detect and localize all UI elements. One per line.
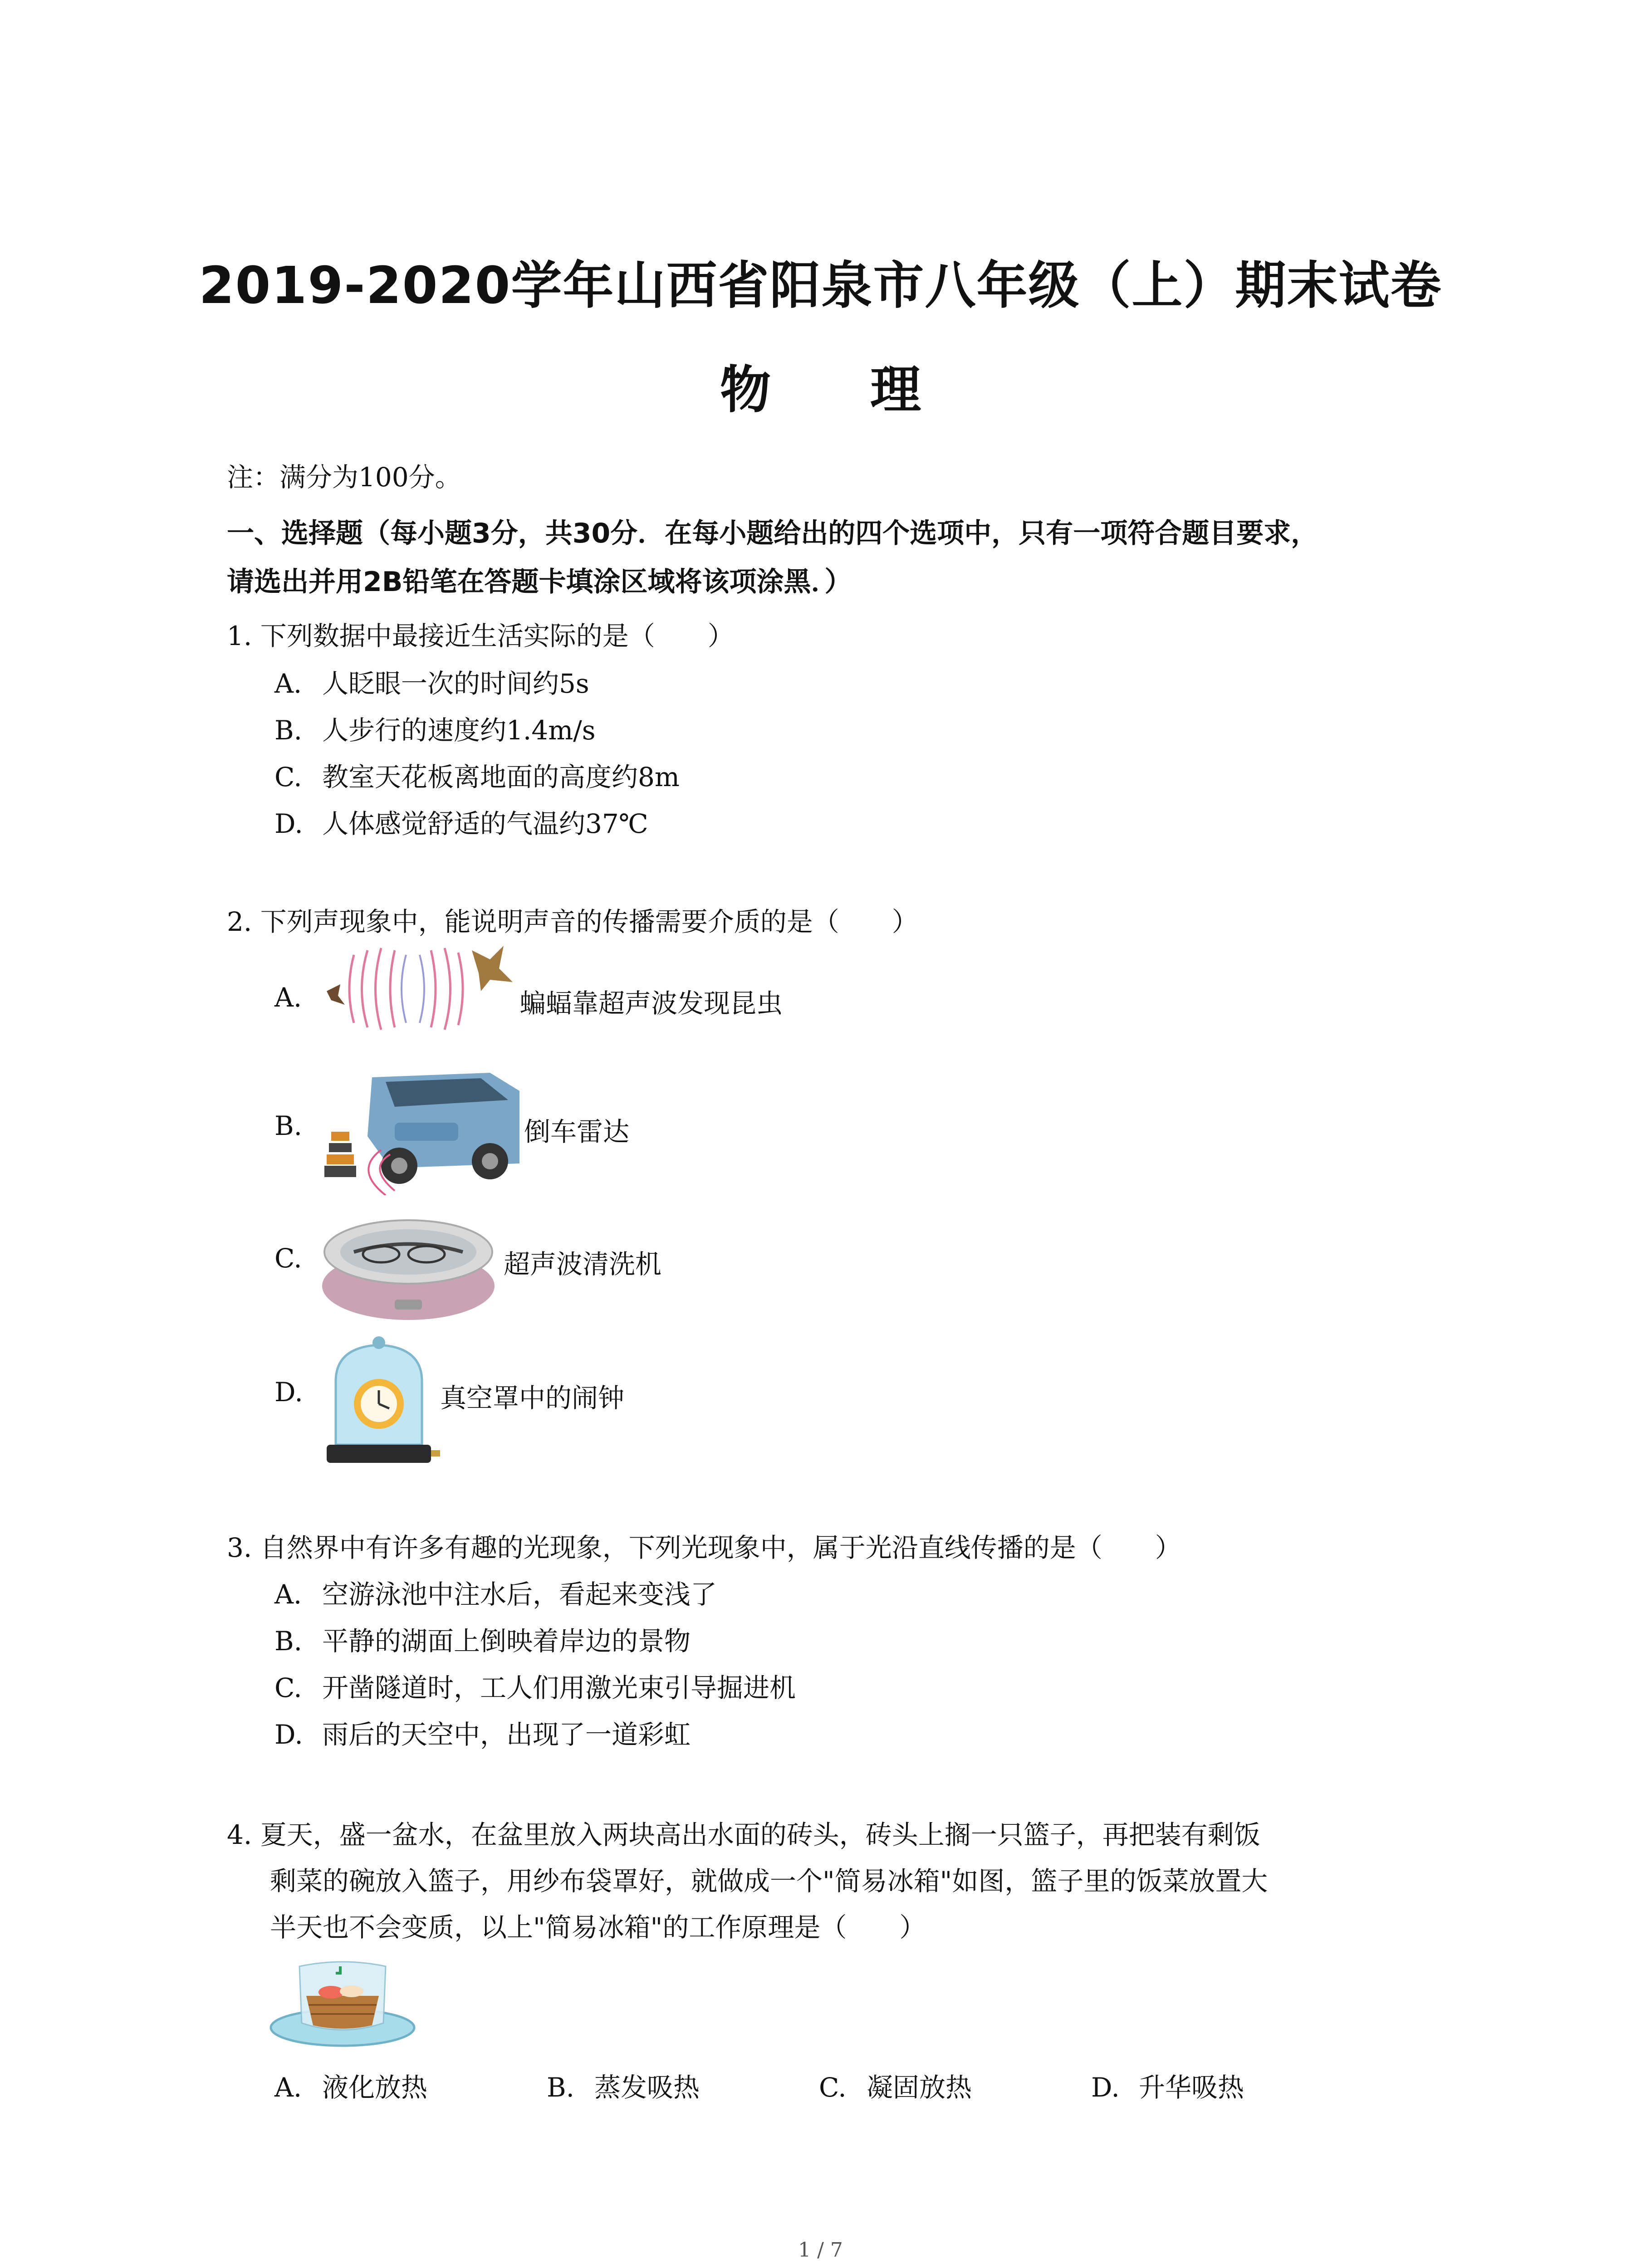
option-text: 空游泳池中注水后，看起来变浅了	[322, 1579, 717, 1610]
q4-option-b[interactable]	[547, 2066, 700, 2104]
q2-option-a-letter[interactable]: A.	[274, 982, 302, 1013]
option-letter: A.	[274, 2072, 302, 2103]
option-text: 平静的湖面上倒映着岸边的景物	[322, 1626, 691, 1657]
page-number: 1 / 7	[798, 2239, 843, 2262]
q1-option-a[interactable]	[274, 662, 589, 700]
question-4-stem-line1: 4. 夏天，盛一盆水，在盆里放入两块高出水面的砖头，砖头上搁一只篮子，再把装有剩饭	[227, 1819, 1260, 1850]
question-4-stem-line2: 剩菜的碗放入篮子，用纱布袋罩好，就做成一个"简易冰箱"如图，篮子里的饭菜放置大	[270, 1866, 1268, 1897]
q3-option-d[interactable]	[274, 1713, 691, 1751]
q3-option-a[interactable]	[274, 1573, 717, 1611]
q1-option-b[interactable]	[274, 709, 596, 747]
q4-option-a[interactable]	[274, 2066, 427, 2104]
q3-option-c[interactable]	[274, 1667, 796, 1705]
q4-option-d[interactable]	[1091, 2066, 1244, 2104]
option-letter: D.	[274, 808, 303, 839]
option-letter: A.	[274, 668, 302, 699]
q1-option-d[interactable]	[274, 802, 648, 841]
option-letter: B.	[547, 2072, 575, 2103]
simple-fridge-image	[268, 1960, 417, 2050]
score-note: 注：满分为100分。	[227, 462, 461, 493]
option-letter: C.	[274, 762, 302, 792]
question-1-stem: 1. 下列数据中最接近生活实际的是（ ）	[227, 621, 734, 651]
q2-option-c-text[interactable]: 超声波清洗机	[504, 1249, 662, 1280]
option-text: 升华吸热	[1139, 2072, 1244, 2103]
option-letter: C.	[819, 2072, 847, 2103]
q1-option-c[interactable]	[274, 756, 680, 794]
option-letter: A.	[274, 1579, 302, 1610]
q2-option-b-letter[interactable]: B.	[274, 1110, 303, 1141]
bell-jar-clock-image	[318, 1331, 440, 1472]
exam-title: 2019-2020学年山西省阳泉市八年级（上）期末试卷	[199, 256, 1442, 315]
option-letter: B.	[274, 715, 303, 746]
option-text: 蒸发吸热	[594, 2072, 700, 2103]
option-letter: C.	[274, 1672, 302, 1703]
option-letter: B.	[274, 1626, 303, 1657]
question-4-stem-line3: 半天也不会变质，以上"简易冰箱"的工作原理是（ ）	[270, 1912, 926, 1943]
question-2-stem: 2. 下列声现象中，能说明声音的传播需要介质的是（ ）	[227, 906, 918, 937]
q2-option-d-letter[interactable]: D.	[274, 1377, 303, 1408]
option-text: 雨后的天空中，出现了一道彩虹	[322, 1719, 691, 1750]
option-text: 凝固放热	[867, 2072, 972, 2103]
option-text: 液化放热	[322, 2072, 428, 2103]
option-text: 开凿隧道时，工人们用激光束引导掘进机	[322, 1672, 796, 1703]
question-3-stem: 3. 自然界中有许多有趣的光现象，下列光现象中，属于光沿直线传播的是（ ）	[227, 1532, 1181, 1563]
q2-option-d-text[interactable]: 真空罩中的闹钟	[440, 1383, 625, 1413]
q4-option-c[interactable]	[819, 2066, 972, 2104]
car-radar-image	[318, 1064, 522, 1195]
option-text: 人体感觉舒适的气温约37℃	[322, 808, 648, 839]
option-letter: D.	[274, 1719, 303, 1750]
option-text: 教室天花板离地面的高度约8m	[322, 762, 680, 792]
q2-option-b-text[interactable]: 倒车雷达	[524, 1116, 630, 1147]
option-text: 人步行的速度约1.4m/s	[322, 715, 596, 746]
option-letter: D.	[1091, 2072, 1120, 2103]
section-heading-line1: 一、选择题（每小题3分，共30分．在每小题给出的四个选项中，只有一项符合题目要求，	[227, 518, 1318, 549]
section-heading-line2: 请选出并用2B铅笔在答题卡填涂区域将该项涂黑．）	[227, 566, 852, 598]
bat-ultrasound-image	[318, 941, 517, 1036]
exam-subject: 物 理	[720, 361, 962, 420]
q3-option-b[interactable]	[274, 1620, 691, 1658]
q2-option-c-letter[interactable]: C.	[274, 1243, 302, 1274]
ultrasonic-cleaner-image	[318, 1209, 499, 1327]
option-text: 人眨眼一次的时间约5s	[322, 668, 589, 699]
q2-option-a-text[interactable]: 蝙蝠靠超声波发现昆虫	[519, 988, 783, 1019]
